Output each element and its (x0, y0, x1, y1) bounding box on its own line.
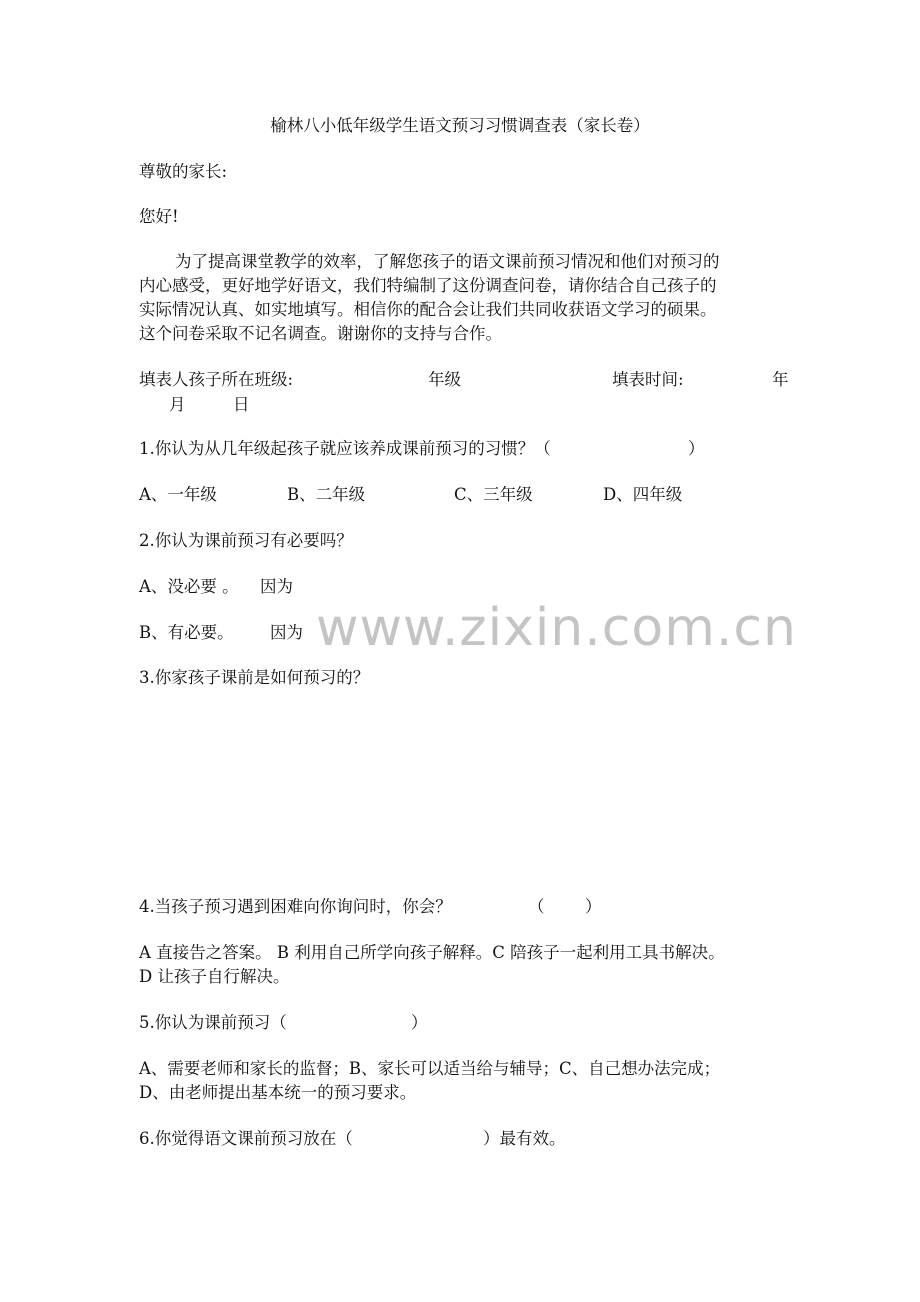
reason-label: 因为 (260, 577, 293, 596)
intro-line: 为了提高课堂教学的效率，了解您孩子的语文课前预习情况和他们对预习的 (175, 252, 720, 271)
options-line: A 直接告之答案。 B 利用自己所学向孩子解释。C 陪孩子一起利用工具书解决。 (139, 943, 725, 962)
time-label: 填表时间: (612, 370, 684, 389)
month-label: 月 (169, 395, 186, 414)
greeting: 尊敬的家长: (139, 162, 228, 181)
answer-bracket-open: （ (528, 897, 545, 916)
option-d: D、四年级 (603, 485, 683, 504)
options-line: D、由老师提出基本统一的预习要求。 (139, 1083, 417, 1102)
intro-line: 内心感受，更好地学好语文，我们特编制了这份调查问卷，请你结合自己孩子的 (139, 276, 717, 295)
option-b: B、二年级 (287, 485, 366, 504)
answer-bracket-close: ） (585, 897, 602, 916)
intro-line: 实际情况认真、如实地填写。相信你的配合会让我们共同收获语文学习的硕果。 (139, 300, 717, 319)
question-text-end: ）最有效。 (483, 1129, 566, 1148)
year-label: 年 (772, 370, 789, 389)
option-a: A、一年级 (139, 485, 217, 504)
day-label: 日 (233, 395, 250, 414)
question-text: 1.你认为从几年级起孩子就应该养成课前预习的习惯？（ (139, 439, 551, 458)
answer-bracket-close: ） (411, 1013, 428, 1032)
question-text: 2.你认为课前预习有必要吗？ (139, 531, 353, 550)
reason-label: 因为 (270, 623, 303, 642)
class-label: 填表人孩子所在班级: (139, 370, 294, 389)
page-title: 榆林八小低年级学生语文预习习惯调查表（家长卷） (270, 116, 650, 135)
option-c: C、三年级 (454, 485, 533, 504)
question-text: 3.你家孩子课前是如何预习的？ (139, 668, 370, 687)
option-a: A、没必要 。 (139, 577, 239, 596)
question-text: 5.你认为课前预习（ (139, 1013, 287, 1032)
grade-label: 年级 (428, 370, 461, 389)
options-line: D 让孩子自行解决。 (139, 967, 290, 986)
watermark: www.zixin.com.cn (316, 598, 797, 658)
question-text: 4.当孩子预习遇到困难向你询问时，你会？ (139, 897, 452, 916)
hello-text: 您好! (139, 207, 179, 226)
options-line: A、需要老师和家长的监督；B、家长可以适当给与辅导；C、自己想办法完成； (139, 1059, 721, 1078)
question-text: 6.你觉得语文课前预习放在（ (139, 1129, 353, 1148)
option-b: B、有必要。 (139, 623, 234, 642)
intro-line: 这个问卷采取不记名调查。谢谢你的支持与合作。 (139, 324, 502, 343)
answer-bracket-close: ） (688, 439, 705, 458)
